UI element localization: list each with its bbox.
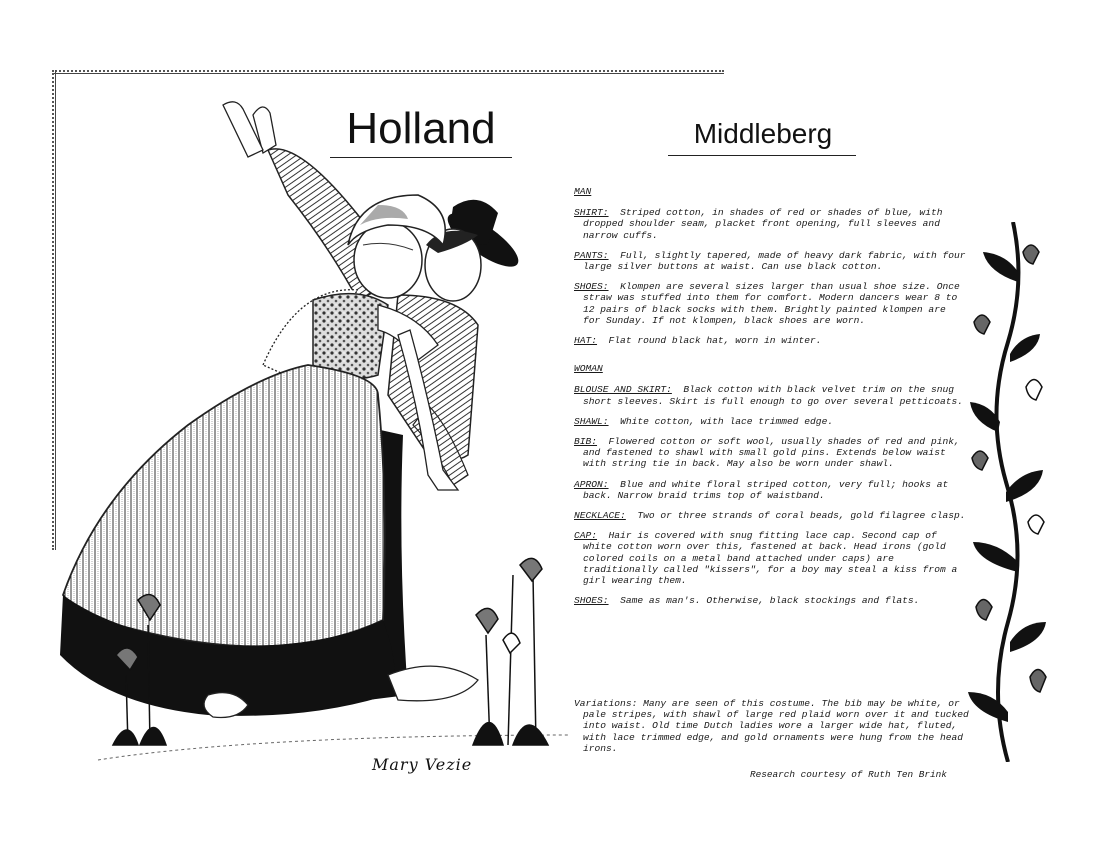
man-heading: MAN bbox=[574, 186, 592, 197]
man-entry-pants bbox=[574, 250, 966, 272]
entry-label: PANTS: bbox=[574, 249, 609, 261]
frame-top-border bbox=[52, 70, 724, 72]
woman-entry-blouse bbox=[574, 384, 966, 406]
woman-heading: WOMAN bbox=[574, 363, 603, 375]
frame-top-rule bbox=[52, 73, 724, 74]
costume-description bbox=[574, 186, 966, 615]
entry-label: BLOUSE AND SKIRT: bbox=[574, 384, 672, 396]
frame-left-rule bbox=[55, 70, 56, 550]
frame-left-border bbox=[52, 70, 54, 550]
woman-entry-apron bbox=[574, 479, 966, 501]
entry-text: Flat round black hat, worn in winter. bbox=[608, 335, 822, 347]
entry-text: Two or three strands of coral beads, gold filagree clasp. bbox=[637, 510, 966, 522]
woman-entry-cap bbox=[574, 530, 966, 586]
entry-text: Same as man's. Otherwise, black stockings and flats. bbox=[620, 595, 920, 607]
entry-text: Flowered cotton or soft wool, usually shades of red and pink, and fastened to shawl with small gold pins. Extends below waist with string tie in back. May also be worn under shawl. bbox=[583, 436, 960, 470]
woman-entry-bib bbox=[574, 436, 966, 470]
entry-label: APRON: bbox=[574, 478, 609, 490]
entry-label: SHOES: bbox=[574, 595, 609, 607]
entry-text: Klompen are several sizes larger than usual shoe size. Once straw was stuffed into them for comfort. Modern dancers wear 8 to 12 pairs of black socks with them. Brightly painted klompen are for Sunday. If not klompen, black shoes are worn. bbox=[583, 281, 960, 326]
man-entry-shoes bbox=[574, 281, 966, 326]
artist-signature: Mary Vezie bbox=[372, 755, 473, 774]
country-title: Holland bbox=[346, 104, 496, 153]
entry-label: BIB: bbox=[574, 436, 598, 448]
entry-text: Hair is covered with snug fitting lace cap. Second cap of white cotton worn over this, fastened at back. Head irons (gold colored coils on a metal band attached under caps) are traditionally called "kissers", for a boy may steal a kiss from a girl wearing them. bbox=[583, 530, 958, 587]
research-credit: Research courtesy of Ruth Ten Brink bbox=[750, 769, 947, 780]
man-entry-shirt bbox=[574, 207, 966, 241]
woman-entry-shawl bbox=[574, 416, 966, 427]
tulip-vine-border bbox=[968, 222, 1048, 762]
tulips-right bbox=[473, 558, 548, 745]
region-title-underline bbox=[668, 155, 856, 156]
entry-label: NECKLACE: bbox=[574, 510, 626, 522]
entry-text: Full, slightly tapered, made of heavy dark fabric, with four large silver buttons at waist. Can use black cotton. bbox=[583, 249, 966, 273]
entry-text: Striped cotton, in shades of red or shades of blue, with dropped shoulder seam, placket front opening, full sleeves and narrow cuffs. bbox=[583, 207, 943, 241]
woman-entry-shoes bbox=[574, 595, 966, 606]
entry-label: HAT: bbox=[574, 335, 598, 347]
entry-text: White cotton, with lace trimmed edge. bbox=[620, 415, 834, 427]
entry-text: Blue and white floral striped cotton, very full; hooks at back. Narrow braid trims top of waistband. bbox=[583, 478, 949, 501]
entry-label: SHOES: bbox=[574, 281, 609, 293]
entry-label: SHIRT: bbox=[574, 207, 609, 219]
dancing-couple-illustration bbox=[58, 95, 568, 785]
entry-text: Black cotton with black velvet trim on the snug short sleeves. Skirt is full enough to go over several petticoats. bbox=[583, 384, 963, 407]
variations-note: Variations: Many are seen of this costume. The bib may be white, or pale stripes, with shawl of large red plaid worn over it and tucked into waist. Old time Dutch ladies wore a larger wide hat, fluted, with lace trimmed edge, and gold ornaments were hung from the head irons. bbox=[574, 698, 969, 754]
woman-entry-necklace bbox=[574, 510, 966, 521]
entry-label: SHAWL: bbox=[574, 415, 609, 427]
man-entry-hat bbox=[574, 335, 966, 346]
entry-label: CAP: bbox=[574, 530, 598, 542]
region-title: Middleberg bbox=[693, 118, 833, 149]
